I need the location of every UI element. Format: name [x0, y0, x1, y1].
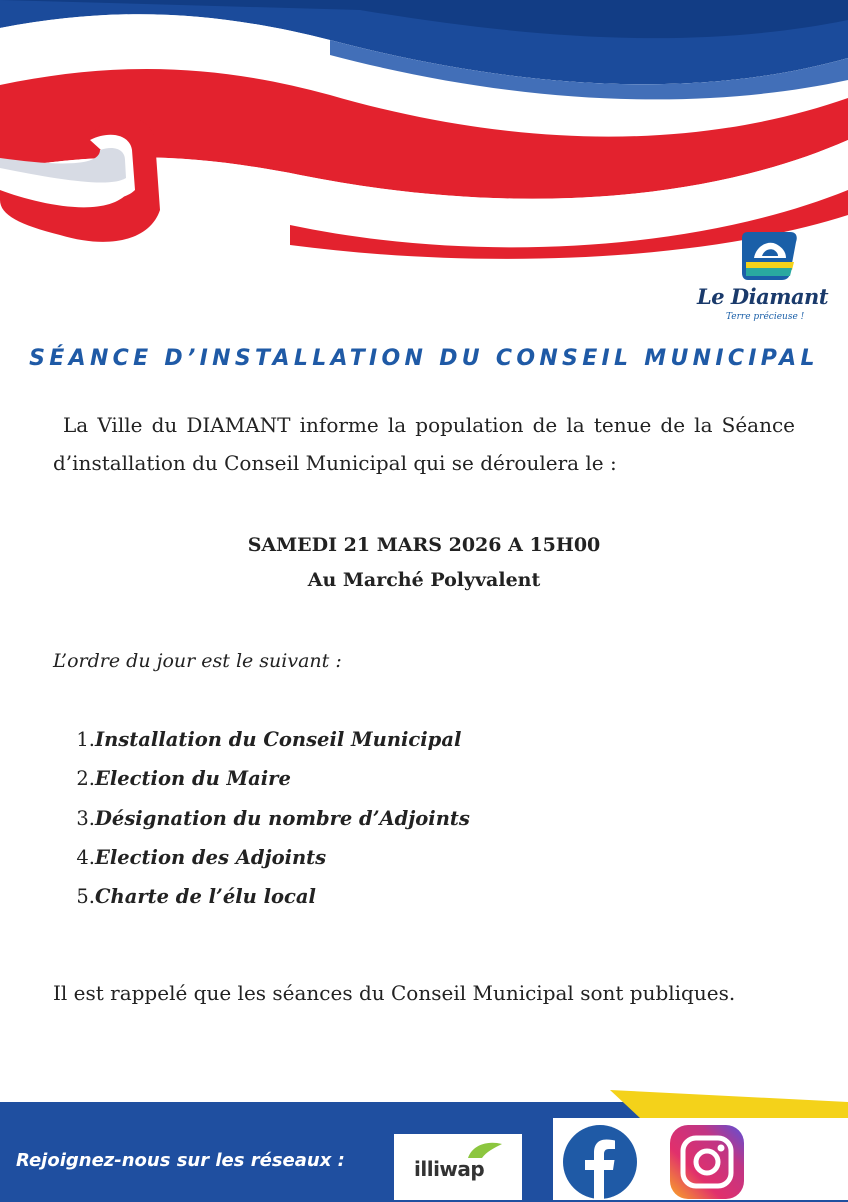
- illiwap-button[interactable]: [394, 1134, 522, 1200]
- agenda-item: [70, 838, 470, 877]
- logo-tagline: Terre précieuse !: [726, 312, 805, 322]
- intro-paragraph: La Ville du DIAMANT informe la population de la tenue de la Séance d’installation du Conseil Municipal qui se déroulera le :: [53, 413, 795, 475]
- event-date: SAMEDI 21 MARS 2026 A 15H00: [247, 534, 601, 556]
- agenda-item-text: Désignation du nombre d’Adjoints: [95, 806, 470, 830]
- agenda-item: [70, 720, 470, 759]
- agenda-item: [70, 877, 470, 916]
- agenda-item-number: 1.: [76, 728, 95, 752]
- agenda-item: [70, 759, 470, 798]
- agenda-item: [70, 799, 470, 838]
- illiwap-logo-text: illiwap: [414, 1157, 485, 1181]
- logo-name: Le Diamant: [696, 284, 829, 309]
- page-title: SÉANCE D’INSTALLATION DU CONSEIL MUNICIPAL: [29, 346, 819, 371]
- agenda-item-text: Election des Adjoints: [95, 846, 327, 870]
- footer-social-label: Rejoignez-nous sur les réseaux :: [16, 1150, 345, 1171]
- agenda-list: [70, 720, 470, 916]
- agenda-item-number: 4.: [76, 846, 95, 870]
- agenda-item-text: Installation du Conseil Municipal: [95, 728, 462, 752]
- closing-paragraph: Il est rappelé que les séances du Conseil Municipal sont publiques.: [53, 981, 736, 1005]
- le-diamant-emblem-icon: [740, 228, 798, 280]
- agenda-item-number: 5.: [76, 885, 95, 909]
- instagram-icon[interactable]: [669, 1124, 745, 1200]
- agenda-item-text: Election du Maire: [95, 767, 291, 791]
- agenda-item-number: 2.: [76, 767, 95, 791]
- agenda-intro: L’ordre du jour est le suivant :: [53, 650, 342, 672]
- event-place: Au Marché Polyvalent: [307, 569, 541, 591]
- facebook-icon[interactable]: [562, 1124, 638, 1200]
- agenda-item-text: Charte de l’élu local: [95, 885, 316, 909]
- agenda-item-number: 3.: [76, 806, 95, 830]
- le-diamant-logo: [690, 228, 835, 328]
